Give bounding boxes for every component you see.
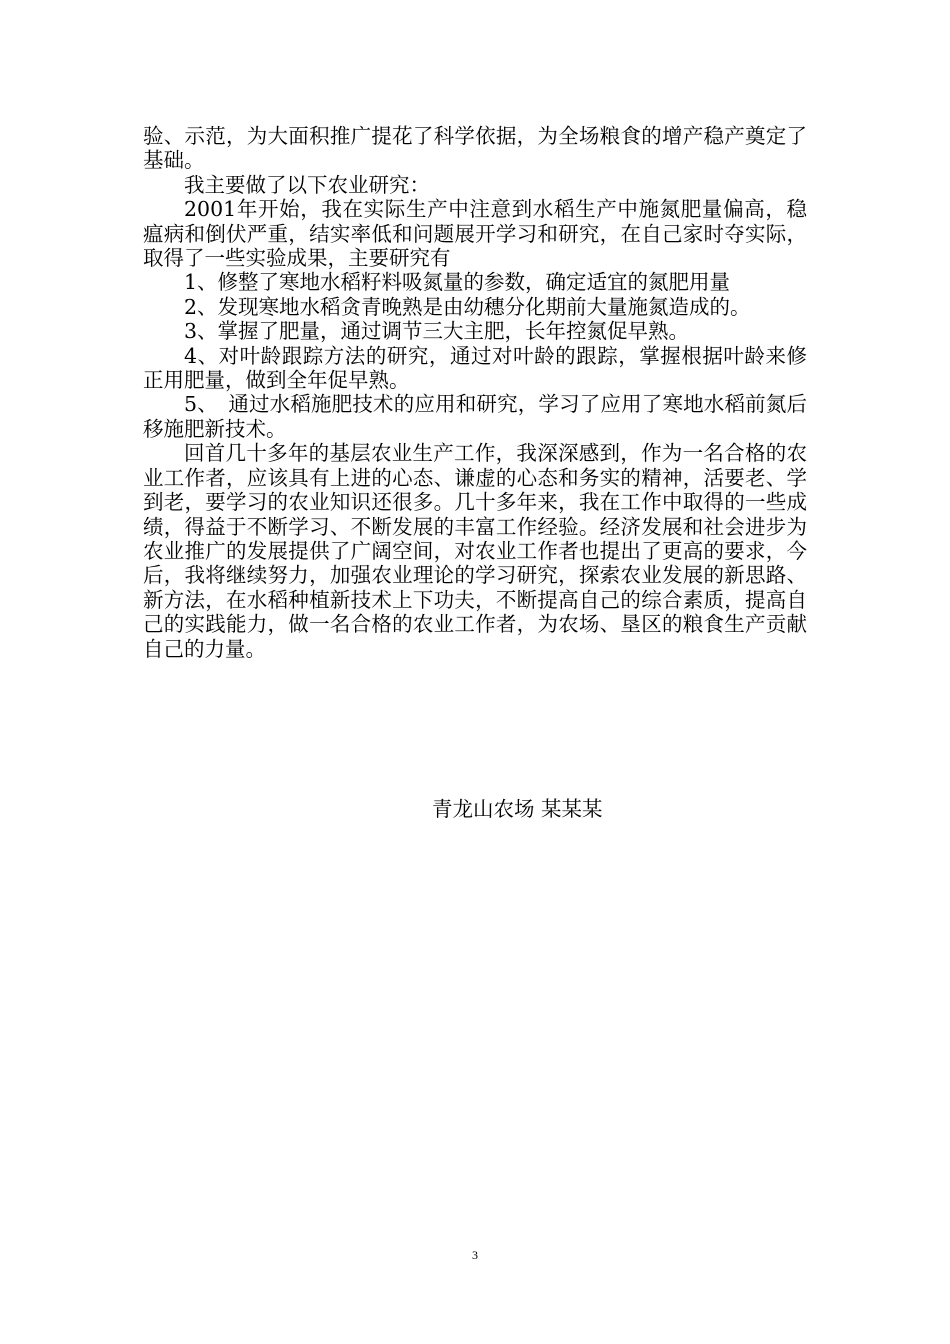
- paragraph: 2、发现寒地水稻贪青晚熟是由幼穗分化期前大量施氮造成的。: [184, 294, 751, 319]
- paragraph: 3、掌握了肥量，通过调节三大主肥，长年控氮促早熟。: [184, 319, 690, 344]
- paragraph: 验、示范，为大面积推广提花了科学依据，为全场粮食的增产稳产奠定了基础。: [143, 124, 807, 173]
- signature: 青龙山农场 某某某: [432, 797, 603, 821]
- page-number: 3: [472, 1248, 478, 1262]
- paragraph: 回首几十多年的基层农业生产工作，我深深感到，作为一名合格的农业工作者，应该具有上进的心态、谦虚的心态和务实的精神，活要老、学到老，要学习的农业知识还很多。几十多年来，我在工作中取得的一些成绩，得益于不断学习、不断发展的丰富工作经验。经济发展和社会进步为农业推广的发展提供了广阔空间，对农业工作者也提出了更高的要求，今后，我将继续努力，加强农业理论的学习研究，探索农业发展的新思路、新方法，在水稻种植新技术上下功夫，不断提高自己的综合素质，提高自己的实践能力，做一名合格的农业工作者，为农场、垦区的粮食生产贡献自己的力量。: [143, 441, 807, 661]
- paragraph: 2001年开始，我在实际生产中注意到水稻生产中施氮肥量偏高，稳瘟病和倒伏严重，结实率低和问题展开学习和研究，在自己家时夺实际，取得了一些实验成果，主要研究有: [143, 197, 807, 271]
- paragraph: 我主要做了以下农业研究：: [184, 172, 430, 197]
- paragraph: 5、 通过水稻施肥技术的应用和研究，学习了应用了寒地水稻前氮后移施肥新技术。: [143, 392, 807, 441]
- paragraph: 1、修整了寒地水稻籽料吸氮量的参数，确定适宜的氮肥用量: [184, 270, 731, 295]
- paragraph: 4、对叶龄跟踪方法的研究，通过对叶龄的跟踪，掌握根据叶龄来修正用肥量，做到全年促早熟。: [143, 343, 807, 393]
- body-text: [143, 124, 807, 661]
